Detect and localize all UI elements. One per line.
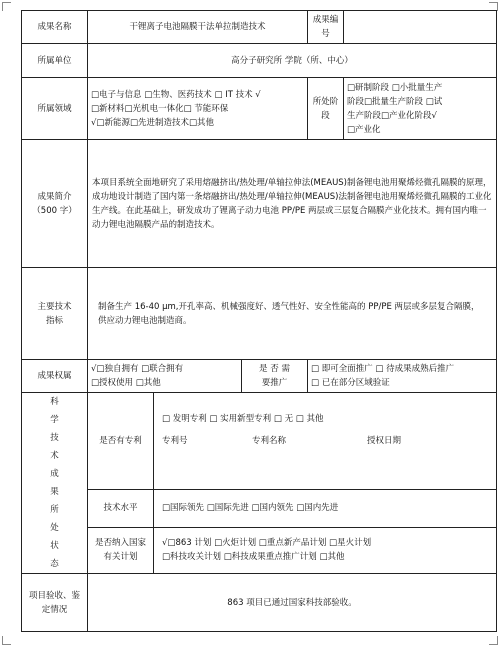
rights-option-line[interactable]: √□独自拥有 □联合拥有 — [91, 364, 184, 374]
row-plan — [22, 527, 497, 573]
patent-entry-area[interactable] — [162, 448, 488, 470]
status-label-char: 术 — [50, 451, 59, 461]
tech-text[interactable]: 制备生产 16-40 μm,开孔率高、机械强度好、透气性好、安全性能高的 PP/PE 两层或多层复合隔膜，供应动力锂电池制造商。 — [88, 268, 497, 360]
row-level — [22, 490, 497, 528]
tech-label-cell — [22, 268, 88, 360]
row-tech — [22, 268, 497, 360]
row-acceptance — [22, 574, 497, 632]
patent-cell — [154, 393, 497, 490]
field-option-line[interactable]: □电子与信息 □生物、医药技术 □ IT 技术 √ — [91, 89, 261, 100]
accept-text[interactable]: 863 项目已通过国家科技部验收。 — [88, 574, 497, 632]
plan-options[interactable] — [154, 527, 497, 573]
stage-option-line[interactable]: 阶段□批量生产阶段 □试 — [347, 96, 443, 107]
intro-text[interactable]: 本项目系统全面地研究了采用熔融挤出/热处理/单轴拉伸法(MEAUS)制备锂电池用聚烯烃微孔隔膜的原理，成功地设计制造了国内第一条熔融挤出/热处理/单轴拉伸(MEAUS)法制备锂电池用聚烯烃微孔隔膜的工业化生产线。在此基础上，研发成功了锂离子动力电池 PP/PE 两层或三层复合隔膜产业化技术。拥有国内唯一动力锂电池隔膜产品的制造技术。 — [88, 140, 497, 268]
page-corner-mark — [489, 636, 498, 645]
patent-number-header: 专利号 — [162, 436, 188, 447]
promote-option-line[interactable]: □ 即可全面推广 □ 待成果成熟后推广 — [311, 364, 455, 374]
plan-label-cell — [88, 527, 154, 573]
field-options[interactable] — [88, 78, 308, 140]
promote-option-line[interactable]: □ 已在部分区域验证 — [311, 378, 390, 388]
plan-label: 有关计划 — [103, 552, 138, 563]
unit-value[interactable]: 高分子研究所 学院（所、中心） — [88, 44, 497, 78]
stage-option-line[interactable]: 生产阶段□产业化阶段√ — [347, 110, 437, 121]
promote-label: 是 否 需 — [259, 364, 290, 374]
promote-options[interactable] — [308, 360, 497, 393]
status-label-char: 状 — [50, 541, 59, 551]
accept-label: 定情况 — [41, 604, 68, 615]
patent-name-header: 专利名称 — [252, 436, 287, 447]
accept-label: 项目验收、鉴 — [28, 590, 80, 601]
intro-sublabel: （500 字） — [32, 205, 77, 216]
field-label: 所属领域 — [22, 78, 88, 140]
accept-label-cell — [22, 574, 88, 632]
promote-label: 要推广 — [261, 378, 288, 388]
patent-label: 是否有专利 — [88, 393, 154, 490]
code-value[interactable] — [344, 11, 497, 44]
promote-label-cell — [242, 360, 308, 393]
level-label: 技术水平 — [88, 490, 154, 528]
status-label-char: 处 — [50, 523, 59, 533]
code-label: 成果编号 — [308, 11, 344, 44]
status-label-char: 态 — [50, 559, 59, 569]
stage-options[interactable] — [344, 78, 497, 140]
rights-option-line[interactable]: □授权使用 □其他 — [91, 378, 161, 388]
patent-columns — [162, 434, 488, 448]
field-option-line[interactable]: √□新能源□先进制造技术□其他 — [91, 117, 215, 128]
intro-label: 成果简介 — [37, 191, 72, 202]
row-intro — [22, 140, 497, 268]
status-label-char: 果 — [50, 487, 59, 497]
row-patent — [22, 393, 497, 490]
status-label-char: 学 — [50, 415, 59, 425]
status-label — [22, 393, 88, 574]
plan-option-line[interactable]: □科技攻关计划 □科技成果重点推广计划 □其他 — [162, 552, 345, 563]
plan-option-line[interactable]: √□863 计划 □火炬计划 □重点新产品计划 □星火计划 — [162, 538, 372, 549]
patent-date-header: 授权日期 — [367, 436, 402, 447]
row-rights — [22, 360, 497, 393]
stage-label: 所处阶段 — [308, 78, 344, 140]
rights-label: 成果权属 — [22, 360, 88, 393]
stage-option-line[interactable]: □产业化 — [347, 124, 381, 135]
patent-options[interactable]: □ 发明专利 □ 实用新型专利 □ 无 □ 其他 — [162, 414, 324, 425]
status-label-char: 科 — [50, 397, 59, 407]
row-field — [22, 78, 497, 140]
status-label-char: 所 — [50, 505, 59, 515]
page-corner-mark — [2, 636, 11, 645]
achievement-form-table — [21, 10, 497, 632]
row-unit — [22, 44, 497, 78]
row-name — [22, 11, 497, 44]
stage-option-line[interactable]: □研制阶段 □小批量生产 — [347, 82, 443, 93]
status-label-char: 成 — [50, 469, 59, 479]
intro-label-cell — [22, 140, 88, 268]
field-option-line[interactable]: □新材料□光机电一体化□ 节能环保 — [91, 103, 229, 114]
page-corner-mark — [2, 2, 11, 11]
plan-label: 是否纳入国家 — [94, 538, 146, 549]
status-label-char: 技 — [50, 433, 59, 443]
name-value[interactable]: 干锂离子电池隔膜干法单拉制造技术 — [88, 11, 308, 44]
level-options[interactable]: □国际领先 □国际先进 □国内领先 □国内先进 — [154, 490, 497, 528]
name-label: 成果名称 — [22, 11, 88, 44]
unit-label: 所属单位 — [22, 44, 88, 78]
tech-label: 主要技术 — [37, 301, 72, 312]
rights-options[interactable] — [88, 360, 242, 393]
tech-label: 指标 — [45, 315, 63, 326]
